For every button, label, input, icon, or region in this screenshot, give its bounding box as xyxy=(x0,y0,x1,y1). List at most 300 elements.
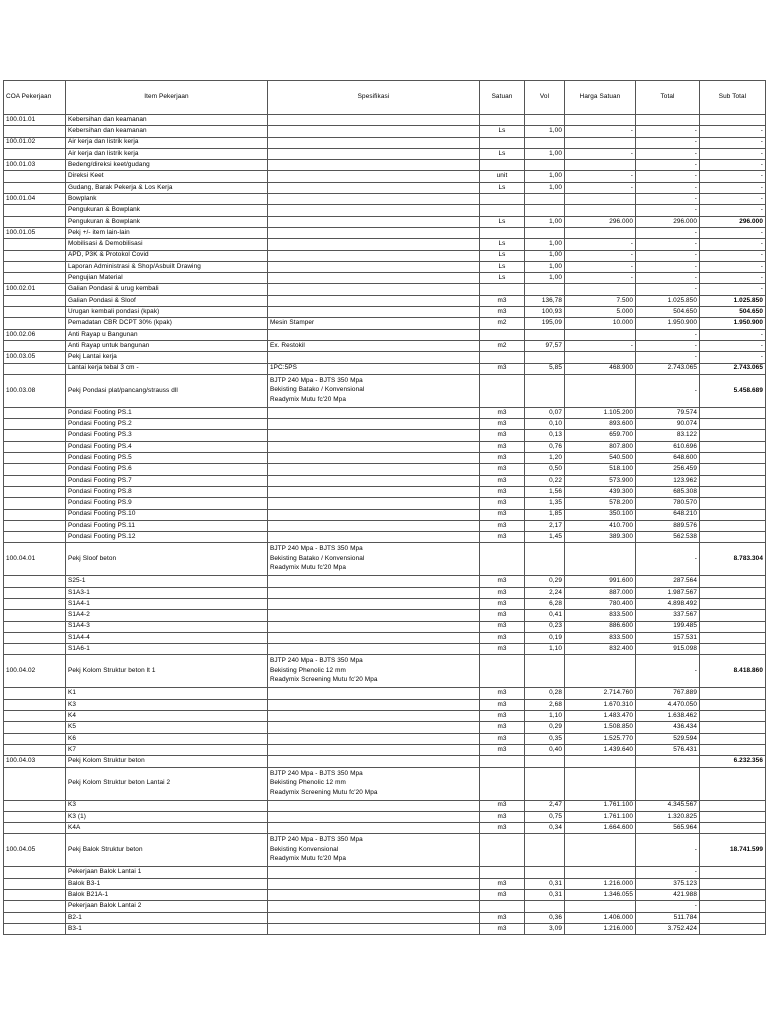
cell-coa xyxy=(4,890,66,901)
cell-subtotal xyxy=(700,744,766,755)
cell-total xyxy=(636,115,700,126)
table-row xyxy=(4,407,766,418)
cell-vol: 0,34 xyxy=(525,823,565,834)
cell-unit xyxy=(480,756,525,767)
cell-vol: 0,28 xyxy=(525,688,565,699)
cell-coa xyxy=(4,867,66,878)
cell-item: S1A6-1 xyxy=(66,644,268,655)
cell-spec xyxy=(268,711,480,722)
cell-coa xyxy=(4,644,66,655)
cell-unit-price xyxy=(565,115,636,126)
cell-vol xyxy=(525,901,565,912)
cell-coa xyxy=(4,441,66,452)
cell-subtotal xyxy=(700,441,766,452)
cell-total: - xyxy=(636,543,700,576)
cell-spec xyxy=(268,441,480,452)
cell-coa xyxy=(4,811,66,822)
cell-item: Pondasi Footing PS.5 xyxy=(66,453,268,464)
cell-vol xyxy=(525,115,565,126)
cell-item: S1A3-1 xyxy=(66,587,268,598)
cell-coa xyxy=(4,823,66,834)
cell-unit-price xyxy=(565,901,636,912)
cell-vol: 0,75 xyxy=(525,811,565,822)
cell-vol xyxy=(525,767,565,800)
table-row xyxy=(4,644,766,655)
cell-item: Kebersihan dan keamanan xyxy=(66,126,268,137)
cell-coa xyxy=(4,699,66,710)
cell-unit: m3 xyxy=(480,307,525,318)
table-row xyxy=(4,453,766,464)
cell-subtotal: - xyxy=(700,126,766,137)
header-coa: COA Pekerjaan xyxy=(4,81,66,115)
cell-vol: 1,00 xyxy=(525,148,565,159)
cell-unit: m2 xyxy=(480,340,525,351)
cell-total: 511.784 xyxy=(636,912,700,923)
cell-total: 504.650 xyxy=(636,307,700,318)
cell-unit-price: - xyxy=(565,182,636,193)
cell-vol: 1,10 xyxy=(525,644,565,655)
cell-item: Pondasi Footing PS.3 xyxy=(66,430,268,441)
cell-vol xyxy=(525,352,565,363)
cell-coa xyxy=(4,363,66,374)
cell-unit-price: 1.525.770 xyxy=(565,733,636,744)
cell-item: Pengukuran & Bowplank xyxy=(66,205,268,216)
cell-unit-price: 350.100 xyxy=(565,509,636,520)
cell-unit-price: 833.500 xyxy=(565,610,636,621)
cell-vol xyxy=(525,655,565,688)
cell-unit-price xyxy=(565,160,636,171)
cell-coa xyxy=(4,912,66,923)
cell-subtotal xyxy=(700,587,766,598)
cell-unit-price xyxy=(565,655,636,688)
table-row xyxy=(4,340,766,351)
cell-subtotal: - xyxy=(700,182,766,193)
table-row xyxy=(4,621,766,632)
cell-subtotal xyxy=(700,867,766,878)
cell-unit-price: 540.500 xyxy=(565,453,636,464)
cell-total: 4.898.492 xyxy=(636,598,700,609)
cell-spec xyxy=(268,610,480,621)
table-row xyxy=(4,307,766,318)
cell-vol xyxy=(525,205,565,216)
cell-item: Pengukuran & Bowplank xyxy=(66,216,268,227)
cell-unit xyxy=(480,194,525,205)
header-spec: Spesifikasi xyxy=(268,81,480,115)
cell-item: Air kerja dan listrik kerja xyxy=(66,148,268,159)
cell-unit xyxy=(480,543,525,576)
cell-item: APD, P3K & Protokol Covid xyxy=(66,250,268,261)
cell-unit: m3 xyxy=(480,722,525,733)
cell-coa xyxy=(4,621,66,632)
cell-spec xyxy=(268,453,480,464)
cell-coa: 100.03.08 xyxy=(4,374,66,407)
cell-coa xyxy=(4,576,66,587)
table-row xyxy=(4,352,766,363)
cell-coa: 100.01.02 xyxy=(4,137,66,148)
table-body xyxy=(4,115,766,935)
cell-spec xyxy=(268,430,480,441)
cell-total: 648.210 xyxy=(636,509,700,520)
cell-spec xyxy=(268,194,480,205)
cell-vol: 1,35 xyxy=(525,498,565,509)
cell-vol xyxy=(525,160,565,171)
cell-unit: m3 xyxy=(480,441,525,452)
cell-vol: 1,00 xyxy=(525,171,565,182)
cell-unit-price: 1.761.100 xyxy=(565,811,636,822)
cell-unit xyxy=(480,352,525,363)
cell-total: - xyxy=(636,239,700,250)
table-row xyxy=(4,329,766,340)
cell-vol: 1,00 xyxy=(525,261,565,272)
cell-unit: m2 xyxy=(480,318,525,329)
cell-vol: 1,00 xyxy=(525,250,565,261)
cell-item: Pengujian Material xyxy=(66,273,268,284)
cell-total: - xyxy=(636,137,700,148)
cell-item: Urugan kembali pondasi (kpak) xyxy=(66,307,268,318)
cell-spec xyxy=(268,126,480,137)
cell-unit: m3 xyxy=(480,610,525,621)
cell-unit xyxy=(480,137,525,148)
table-row xyxy=(4,509,766,520)
cell-item: Pondasi Footing PS.9 xyxy=(66,498,268,509)
cell-subtotal xyxy=(700,632,766,643)
cell-coa xyxy=(4,532,66,543)
cell-unit-price: 1.508.850 xyxy=(565,722,636,733)
cell-vol: 100,93 xyxy=(525,307,565,318)
cell-spec xyxy=(268,329,480,340)
cell-coa xyxy=(4,878,66,889)
cell-coa xyxy=(4,261,66,272)
table-row xyxy=(4,171,766,182)
cell-spec xyxy=(268,498,480,509)
cell-item: Pekj Kolom Struktur beton lt 1 xyxy=(66,655,268,688)
cell-unit: m3 xyxy=(480,363,525,374)
cell-unit-price: 1.346.055 xyxy=(565,890,636,901)
cell-vol: 1,00 xyxy=(525,182,565,193)
cell-unit: m3 xyxy=(480,744,525,755)
cell-vol: 2,17 xyxy=(525,520,565,531)
cell-vol: 0,13 xyxy=(525,430,565,441)
cell-total: 576.431 xyxy=(636,744,700,755)
header-row xyxy=(4,81,766,115)
cell-subtotal: - xyxy=(700,160,766,171)
cell-subtotal xyxy=(700,722,766,733)
cell-subtotal xyxy=(700,733,766,744)
cell-spec xyxy=(268,912,480,923)
cell-spec xyxy=(268,576,480,587)
cell-spec xyxy=(268,486,480,497)
cell-spec xyxy=(268,250,480,261)
cell-subtotal: 6.232.356 xyxy=(700,756,766,767)
cell-item: Anti Rayap u Bangunan xyxy=(66,329,268,340)
cell-total: 199.485 xyxy=(636,621,700,632)
cell-subtotal xyxy=(700,688,766,699)
cell-coa xyxy=(4,273,66,284)
table-row xyxy=(4,823,766,834)
cell-unit-price: - xyxy=(565,273,636,284)
cell-item: K1 xyxy=(66,688,268,699)
cell-subtotal: 504.650 xyxy=(700,307,766,318)
cell-unit-price: 659.700 xyxy=(565,430,636,441)
cell-spec: 1PC:5PS xyxy=(268,363,480,374)
cell-spec xyxy=(268,811,480,822)
cell-item: Pondasi Footing PS.7 xyxy=(66,475,268,486)
cell-spec xyxy=(268,632,480,643)
table-header xyxy=(4,81,766,115)
cell-vol: 0,29 xyxy=(525,722,565,733)
cell-item: Pekj +/- item lain-lain xyxy=(66,227,268,238)
cell-total: 1.320.825 xyxy=(636,811,700,822)
table-row xyxy=(4,475,766,486)
cell-unit: Ls xyxy=(480,126,525,137)
cell-subtotal: - xyxy=(700,261,766,272)
cell-item: Galian Pondasi & Sloof xyxy=(66,295,268,306)
cell-total: 565.964 xyxy=(636,823,700,834)
cell-subtotal xyxy=(700,453,766,464)
cell-coa xyxy=(4,711,66,722)
cell-total: - xyxy=(636,834,700,867)
cell-item: Kebersihan dan keamanan xyxy=(66,115,268,126)
cell-total: 375.123 xyxy=(636,878,700,889)
table-row xyxy=(4,576,766,587)
cell-unit: m3 xyxy=(480,532,525,543)
cell-unit: m3 xyxy=(480,295,525,306)
cell-subtotal xyxy=(700,486,766,497)
table-row xyxy=(4,295,766,306)
cell-subtotal xyxy=(700,811,766,822)
cell-unit-price: 518.100 xyxy=(565,464,636,475)
cell-total: - xyxy=(636,160,700,171)
cell-unit: Ls xyxy=(480,250,525,261)
cell-vol: 5,85 xyxy=(525,363,565,374)
cell-subtotal xyxy=(700,644,766,655)
cell-coa xyxy=(4,498,66,509)
cell-spec xyxy=(268,273,480,284)
cell-total: 4.345.567 xyxy=(636,800,700,811)
cell-vol xyxy=(525,834,565,867)
cell-unit-price: 1.483.470 xyxy=(565,711,636,722)
table-row xyxy=(4,250,766,261)
cell-item: Laporan Administrasi & Shop/Asbuilt Drawing xyxy=(66,261,268,272)
cell-item: Lantai kerja tebal 3 cm - xyxy=(66,363,268,374)
table-row xyxy=(4,800,766,811)
cell-unit-price: 832.400 xyxy=(565,644,636,655)
cell-total: 1.950.900 xyxy=(636,318,700,329)
cell-total: 780.570 xyxy=(636,498,700,509)
cell-coa: 100.01.05 xyxy=(4,227,66,238)
cell-spec xyxy=(268,419,480,430)
cell-spec xyxy=(268,216,480,227)
cell-subtotal: - xyxy=(700,205,766,216)
cell-coa xyxy=(4,182,66,193)
cell-subtotal: - xyxy=(700,171,766,182)
table-row xyxy=(4,216,766,227)
cell-spec xyxy=(268,699,480,710)
cell-unit-price xyxy=(565,352,636,363)
cell-unit-price xyxy=(565,227,636,238)
cell-coa xyxy=(4,171,66,182)
cell-subtotal: - xyxy=(700,340,766,351)
cell-coa xyxy=(4,430,66,441)
table-row xyxy=(4,543,766,576)
cell-coa: 100.02.01 xyxy=(4,284,66,295)
table-row xyxy=(4,486,766,497)
table-row xyxy=(4,374,766,407)
table-row xyxy=(4,261,766,272)
cell-unit: m3 xyxy=(480,632,525,643)
cell-total: 256.459 xyxy=(636,464,700,475)
table-row xyxy=(4,722,766,733)
cell-unit: m3 xyxy=(480,498,525,509)
cell-total: 685.308 xyxy=(636,486,700,497)
cell-unit: m3 xyxy=(480,475,525,486)
cell-unit-price: 2.714.760 xyxy=(565,688,636,699)
cell-subtotal: 5.458.689 xyxy=(700,374,766,407)
cell-subtotal xyxy=(700,407,766,418)
cell-unit: m3 xyxy=(480,407,525,418)
cell-unit-price: 1.216.000 xyxy=(565,923,636,934)
cell-coa: 100.01.01 xyxy=(4,115,66,126)
cell-spec xyxy=(268,722,480,733)
cell-total: - xyxy=(636,374,700,407)
cell-unit-price: 807.800 xyxy=(565,441,636,452)
cell-unit: m3 xyxy=(480,486,525,497)
cell-unit: m3 xyxy=(480,811,525,822)
cell-unit-price xyxy=(565,374,636,407)
table-row xyxy=(4,912,766,923)
cell-vol: 2,24 xyxy=(525,587,565,598)
cell-item: B2-1 xyxy=(66,912,268,923)
cell-spec xyxy=(268,148,480,159)
cell-unit-price: 780.400 xyxy=(565,598,636,609)
cell-spec xyxy=(268,800,480,811)
cell-spec xyxy=(268,407,480,418)
cell-spec xyxy=(268,878,480,889)
cell-unit: m3 xyxy=(480,621,525,632)
table-row xyxy=(4,441,766,452)
cell-item: Pondasi Footing PS.10 xyxy=(66,509,268,520)
cell-vol xyxy=(525,329,565,340)
cell-unit-price: 10.000 xyxy=(565,318,636,329)
cell-unit: m3 xyxy=(480,598,525,609)
cell-vol: 1,20 xyxy=(525,453,565,464)
cell-coa: 100.02.06 xyxy=(4,329,66,340)
cell-total: - xyxy=(636,867,700,878)
cell-spec: BJTP 240 Mpa - BJTS 350 Mpa Bekisting Batako / Konvensional Readymix Mutu fc'20 Mpa xyxy=(268,374,480,407)
cell-spec xyxy=(268,284,480,295)
cell-total: - xyxy=(636,227,700,238)
cell-coa xyxy=(4,295,66,306)
cell-unit-price xyxy=(565,867,636,878)
table-row xyxy=(4,498,766,509)
cell-unit: unit xyxy=(480,171,525,182)
cell-item: Direksi Keet xyxy=(66,171,268,182)
cell-vol: 0,07 xyxy=(525,407,565,418)
cell-unit-price: - xyxy=(565,239,636,250)
cell-subtotal xyxy=(700,878,766,889)
cell-spec xyxy=(268,160,480,171)
cell-total: 287.564 xyxy=(636,576,700,587)
table-row xyxy=(4,834,766,867)
table-row xyxy=(4,520,766,531)
cell-item: Pondasi Footing PS.6 xyxy=(66,464,268,475)
cell-item: Pemadatan CBR DCPT 30% (kpak) xyxy=(66,318,268,329)
cell-item: Mobilisasi & Demobilisasi xyxy=(66,239,268,250)
cell-subtotal xyxy=(700,800,766,811)
cell-unit-price: 7.500 xyxy=(565,295,636,306)
cell-item: K7 xyxy=(66,744,268,755)
cell-unit: Ls xyxy=(480,273,525,284)
table-row xyxy=(4,318,766,329)
cell-coa xyxy=(4,509,66,520)
cell-unit-price: 991.600 xyxy=(565,576,636,587)
cell-item: Pekerjaan Balok Lantai 2 xyxy=(66,901,268,912)
cell-unit-price xyxy=(565,834,636,867)
cell-subtotal xyxy=(700,767,766,800)
cell-unit-price: - xyxy=(565,340,636,351)
cell-total: - xyxy=(636,273,700,284)
cell-total: - xyxy=(636,340,700,351)
cell-spec xyxy=(268,227,480,238)
table-row xyxy=(4,464,766,475)
cell-coa xyxy=(4,901,66,912)
cell-unit: m3 xyxy=(480,912,525,923)
cell-item: Galian Pondasi & urug kembali xyxy=(66,284,268,295)
cell-spec: BJTP 240 Mpa - BJTS 350 Mpa Bekisting Phenolic 12 mm Readymix Screening Mutu fc'20 Mpa xyxy=(268,767,480,800)
table-row xyxy=(4,419,766,430)
cell-item: K3 xyxy=(66,699,268,710)
cell-spec xyxy=(268,890,480,901)
cell-total: 2.743.065 xyxy=(636,363,700,374)
cell-vol xyxy=(525,137,565,148)
cell-total: - xyxy=(636,655,700,688)
header-unit-price: Harga Satuan xyxy=(565,81,636,115)
cell-unit-price xyxy=(565,543,636,576)
cell-item: Pondasi Footing PS.8 xyxy=(66,486,268,497)
cell-total: - xyxy=(636,182,700,193)
cell-spec xyxy=(268,744,480,755)
cell-coa xyxy=(4,126,66,137)
header-item: Item Pekerjaan xyxy=(66,81,268,115)
cell-unit: m3 xyxy=(480,644,525,655)
cell-total: - xyxy=(636,901,700,912)
cell-spec xyxy=(268,137,480,148)
cell-vol: 6,28 xyxy=(525,598,565,609)
cell-unit: m3 xyxy=(480,520,525,531)
cell-coa: 100.04.05 xyxy=(4,834,66,867)
cell-vol: 0,35 xyxy=(525,733,565,744)
cell-unit-price: 410.700 xyxy=(565,520,636,531)
table-row xyxy=(4,610,766,621)
cell-coa xyxy=(4,767,66,800)
cell-total: - xyxy=(636,171,700,182)
cell-total: 562.538 xyxy=(636,532,700,543)
table-row xyxy=(4,756,766,767)
cell-vol: 0,76 xyxy=(525,441,565,452)
cell-total: 648.600 xyxy=(636,453,700,464)
cell-subtotal: - xyxy=(700,239,766,250)
cell-unit-price: - xyxy=(565,148,636,159)
cell-unit-price: 439.300 xyxy=(565,486,636,497)
table-row xyxy=(4,126,766,137)
cell-spec: BJTP 240 Mpa - BJTS 350 Mpa Bekisting Batako / Konvensional Readymix Mutu fc'20 Mpa xyxy=(268,543,480,576)
cell-vol: 1,45 xyxy=(525,532,565,543)
cell-vol: 0,19 xyxy=(525,632,565,643)
header-vol: Vol xyxy=(525,81,565,115)
cell-item: Pondasi Footing PS.2 xyxy=(66,419,268,430)
cell-coa xyxy=(4,205,66,216)
cell-total: - xyxy=(636,329,700,340)
